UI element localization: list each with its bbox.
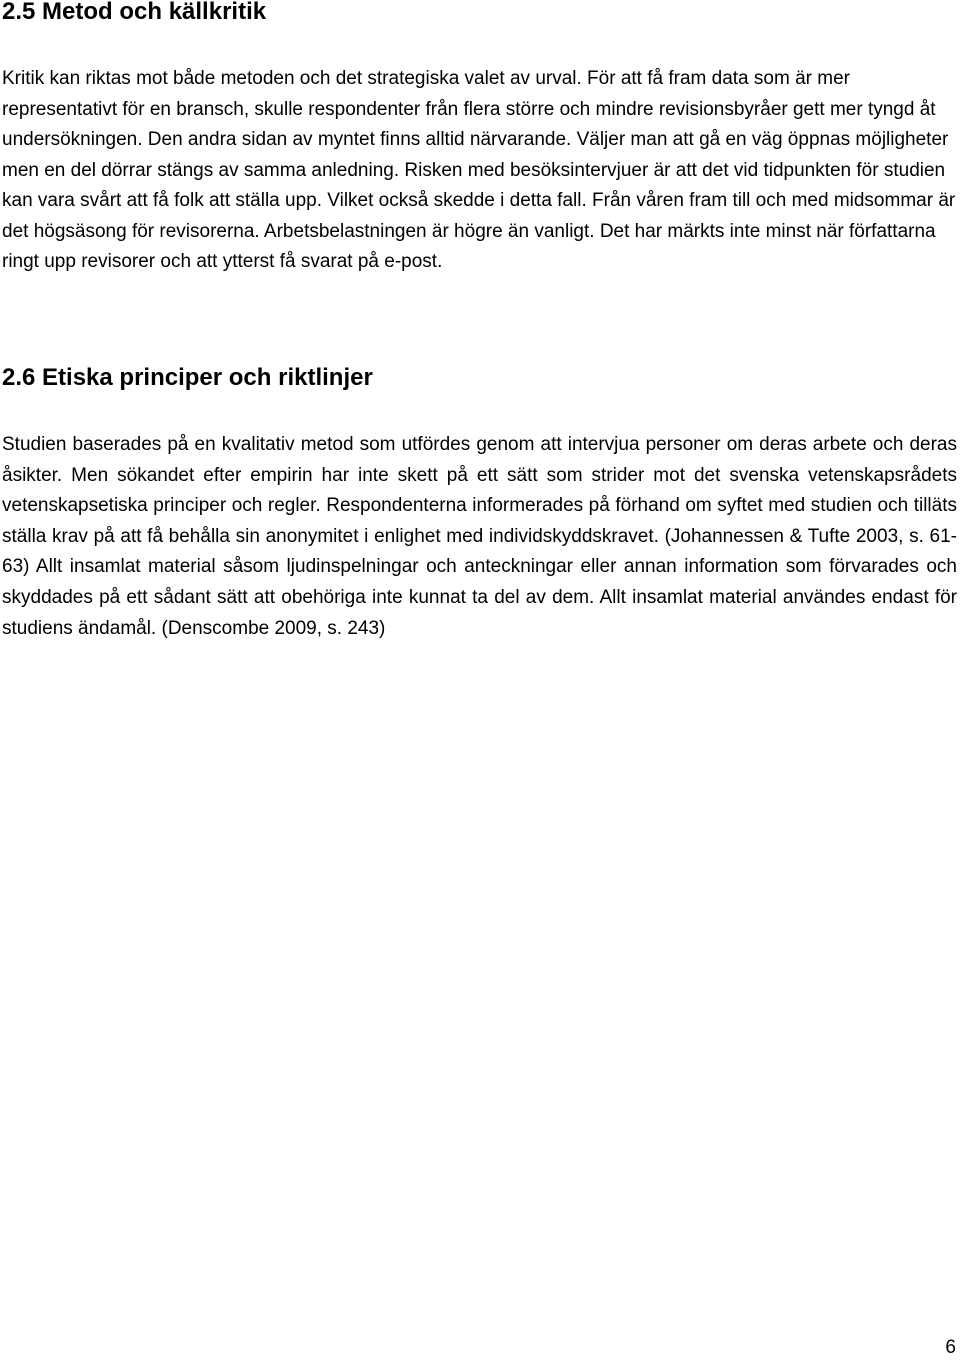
section-heading-2-6: 2.6 Etiska principer och riktlinjer (2, 364, 373, 391)
page-number: 6 (945, 1337, 956, 1358)
section-paragraph-2-5: Kritik kan riktas mot både metoden och det strategiska valet av urval. För att få fram data som är mer representativt för en bransch, skulle respondenter från flera större och mindre revisionsbyråer gett mer tyngd åt undersökningen. Den andra sidan av myntet finns alltid närvarande. Väljer man att gå en väg öppnas möjligheter men en del dörrar stängs av samma anledning. Risken med besöksintervjuer är att det vid tidpunkten för studien kan vara svårt att få folk att ställa upp. Vilket också skedde i detta fall. Från våren fram till och med midsommar är det högsäsong för revisorerna. Arbetsbelastningen är högre än vanligt. Det har märkts inte minst när författarna ringt upp revisorer och att ytterst få svarat på e-post. (2, 68, 956, 272)
section-paragraph-2-6: Studien baserades på en kvalitativ metod som utfördes genom att intervjua personer om deras arbete och deras åsikter. Men sökandet efter empirin har inte skett på ett sätt som strider mot det svenska vetenskapsrådets vetenskapsetiska principer och regler. Respondenterna informerades på förhand om syftet med studien och tilläts ställa krav på att få behålla sin anonymitet i enlighet med individskyddskravet. (Johannessen & Tufte 2003, s. 61-63) Allt insamlat material såsom ljudinspelningar och anteckningar eller annan information som förvarades och skyddades på ett sådant sätt att obehöriga inte kunnat ta del av dem. Allt insamlat material användes endast för studiens ändamål. (Denscombe 2009, s. 243) (2, 434, 957, 639)
section-heading-2-5: 2.5 Metod och källkritik (2, 0, 267, 25)
